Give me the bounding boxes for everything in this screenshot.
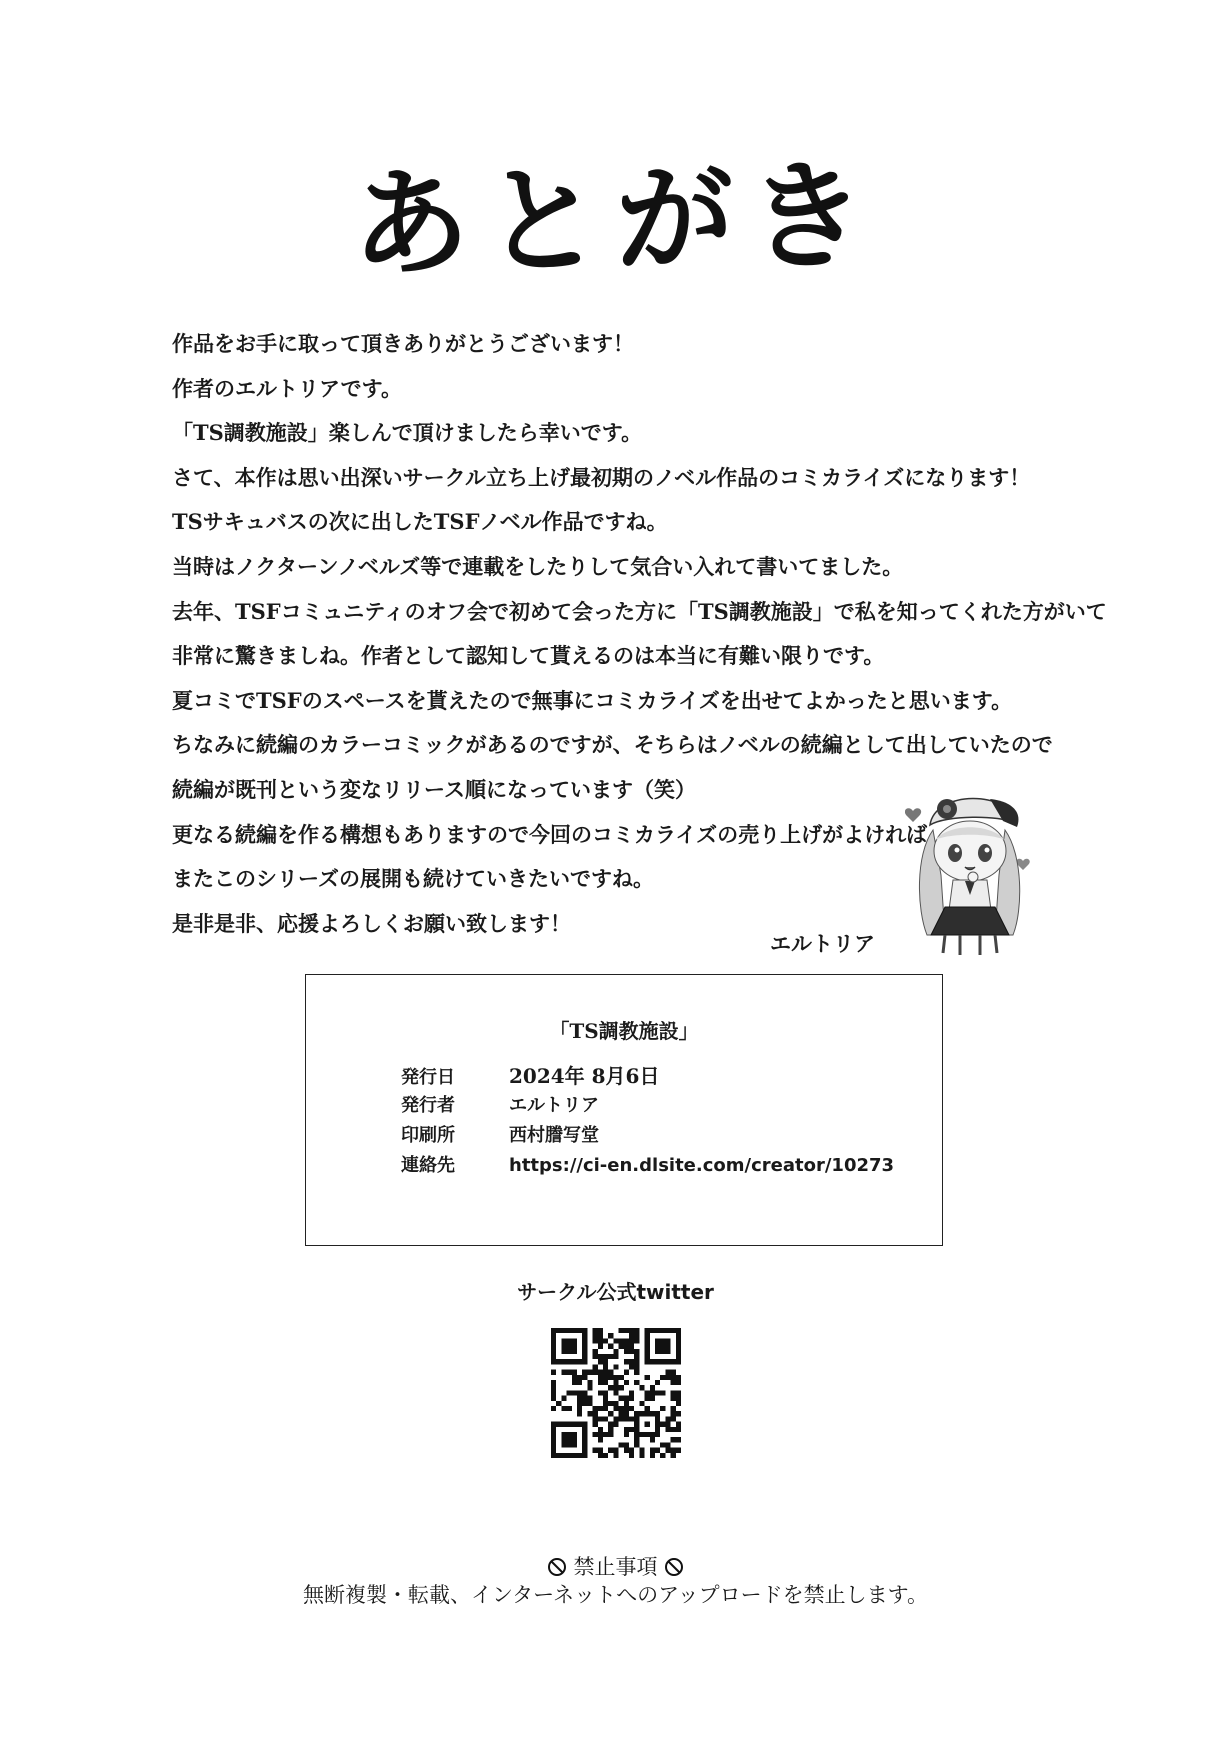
page-title: あとがき [350,145,881,294]
twitter-label: サークル公式twitter [517,1280,714,1304]
colophon-value: エルトリア [509,1095,599,1116]
body-line: TSサキュバスの次に出したTSFノベル作品ですね。 [172,509,668,535]
body-line: 「TS調教施設」楽しんで頂けましたら幸いです。 [172,420,643,446]
body-line: 是非是非、応援よろしくお願い致します！ [172,910,571,936]
colophon-value: 西村謄写堂 [509,1125,599,1146]
colophon-row [401,1061,659,1091]
body-line: 作品をお手に取って頂きありがとうございます！ [172,331,634,356]
no-entry-icon [664,1557,684,1577]
qr-code-icon[interactable] [551,1328,681,1458]
prohibition-title: 禁止事項 [573,1555,658,1579]
body-line: 当時はノクターンノベルズ等で連載をしたりして気合い入れて書いてました。 [172,553,904,579]
body-line: 夏コミでTSFのスペースを貰えたので無事にコミカライズを出せてよかったと思います。 [172,687,1013,713]
body-line: さて、本作は思い出深いサークル立ち上げ最初期のノベル作品のコミカライズになります！ [172,464,1031,490]
colophon-value: 2024年 8月6日 [509,1064,660,1088]
prohibition-heading [0,1551,1231,1581]
colophon-label: 発行者 [401,1095,455,1116]
colophon-row [401,1091,599,1121]
author-signature: エルトリア [770,932,875,956]
colophon-label: 印刷所 [401,1125,455,1146]
body-line: 作者のエルトリアです。 [172,375,402,401]
contact-url: https://ci-en.dlsite.com/creator/10273 [509,1155,895,1176]
body-line: 更なる続編を作る構想もありますので今回のコミカライズの売り上げがよければ [172,821,928,847]
body-line: 去年、TSFコミュニティのオフ会で初めて会った方に「TS調教施設」で私を知ってくれた方がいて [172,598,1107,624]
body-line: 非常に驚きましね。作者として認知して貰えるのは本当に有難い限りです。 [172,643,885,669]
body-line: ちなみに続編のカラーコミックがあるのですが、そちらはノベルの続編として出していたので [172,732,1053,758]
colophon-row [401,1151,894,1181]
colophon-title: 「TS調教施設」 [549,1019,699,1043]
colophon-label: 発行日 [401,1067,455,1088]
body-line: 続編が既刊という変なリリース順になっています（笑） [172,776,696,802]
colophon-label: 連絡先 [401,1155,455,1176]
body-line: またこのシリーズの展開も続けていきたいですね。 [172,866,654,892]
colophon-box [305,974,943,1246]
colophon-row [401,1121,599,1151]
chibi-character-icon [905,785,1035,960]
prohibition-text: 無断複製・転載、インターネットへのアップロードを禁止します。 [303,1583,928,1607]
no-entry-icon [547,1557,567,1577]
